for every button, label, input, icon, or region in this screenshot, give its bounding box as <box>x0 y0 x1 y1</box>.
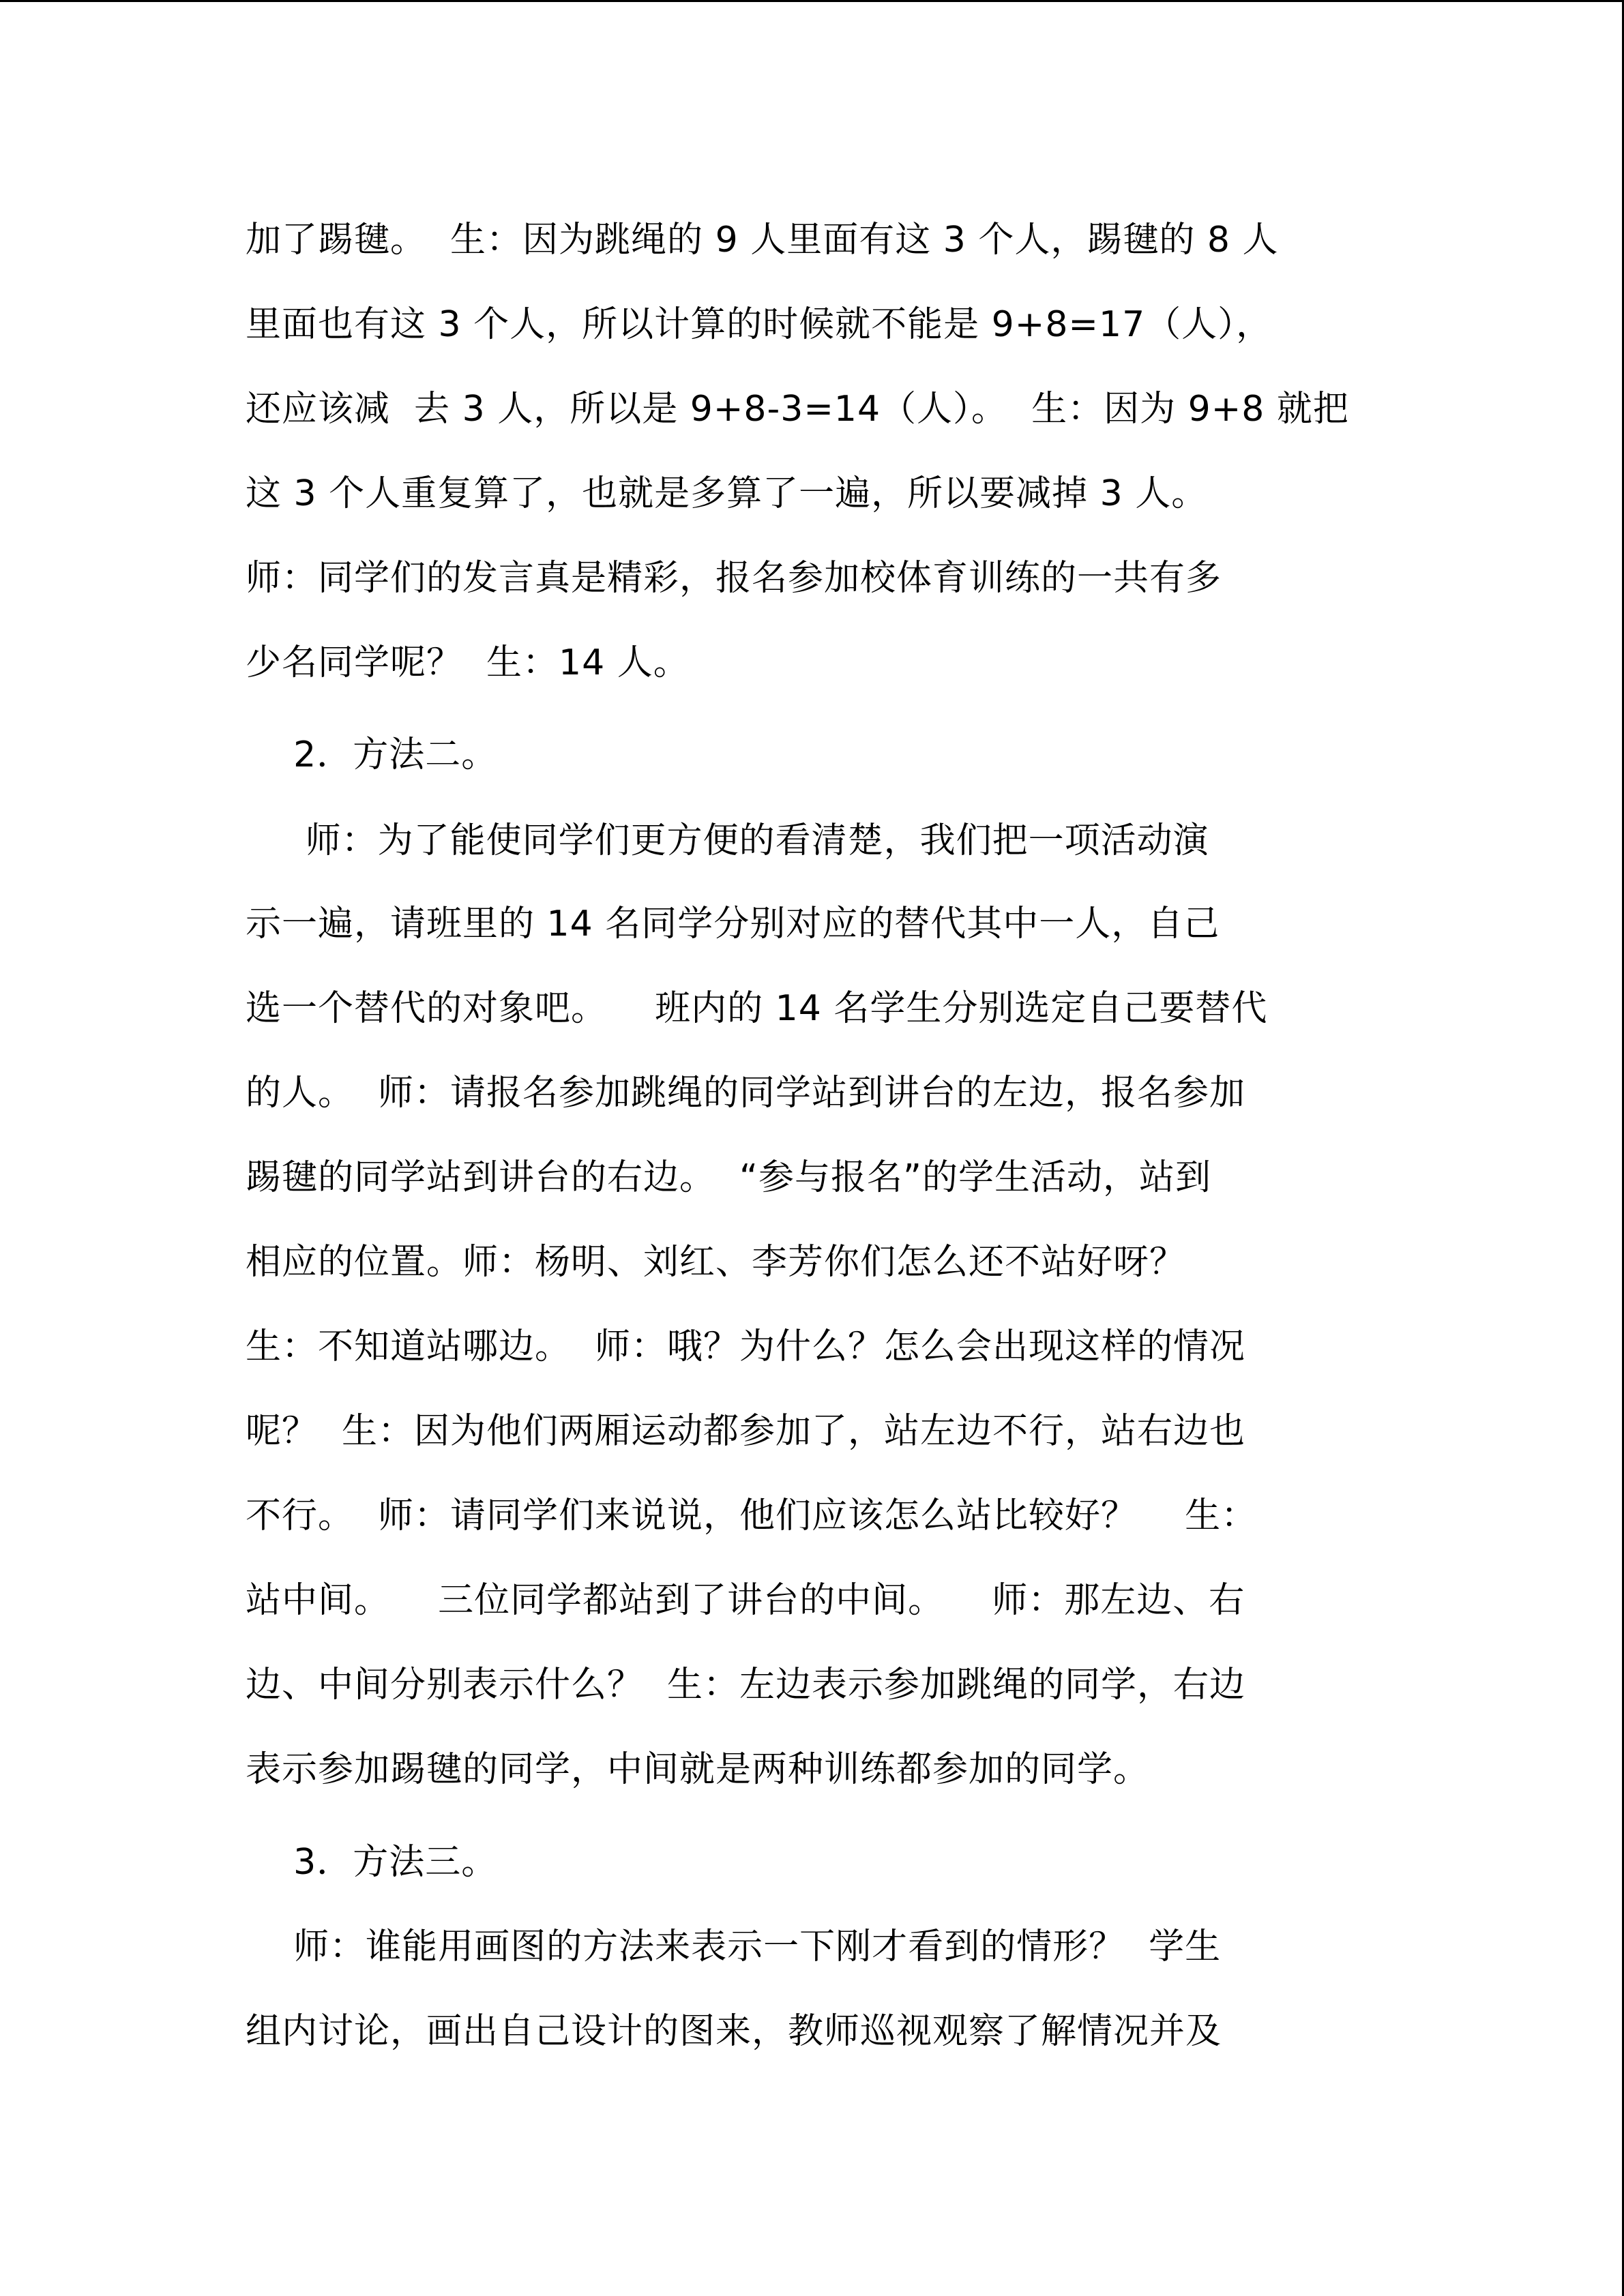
section-heading: 2．方法二。 <box>246 734 498 775</box>
text-line: 呢？ 生：因为他们两厢运动都参加了，站左边不行，站右边也 <box>246 1411 1246 1452</box>
section-heading: 3．方法三。 <box>246 1842 498 1883</box>
text-line: 的人。 师：请报名参加跳绳的同学站到讲台的左边，报名参加 <box>246 1073 1246 1114</box>
text-line: 少名同学呢？ 生：14 人。 <box>246 642 690 683</box>
text-line: 生：不知道站哪边。 师：哦？为什么？怎么会出现这样的情况 <box>246 1326 1246 1367</box>
text-line: 里面也有这 3 个人，所以计算的时候就不能是 9+8=17（人）， <box>246 304 1273 345</box>
text-line: 还应该减 去 3 人，所以是 9+8-3=14（人）。 生：因为 9+8 就把 <box>246 389 1349 430</box>
text-line: 师：谁能用画图的方法来表示一下刚才看到的情形？ 学生 <box>246 1926 1222 1967</box>
text-line: 不行。 师：请同学们来说说，他们应该怎么站比较好？ 生： <box>246 1495 1258 1536</box>
text-line: 边、中间分别表示什么？ 生：左边表示参加跳绳的同学，右边 <box>246 1665 1246 1705</box>
text-line: 组内讨论，画出自己设计的图来，教师巡视观察了解情况并及 <box>246 2011 1222 2052</box>
text-line: 相应的位置。师：杨明、刘红、李芳你们怎么还不站好呀？ <box>246 1242 1186 1283</box>
text-line: 选一个替代的对象吧。 班内的 14 名学生分别选定自己要替代 <box>246 988 1268 1029</box>
text-line: 加了踢毽。 生：因为跳绳的 9 人里面有这 3 个人，踢毽的 8 人 <box>246 220 1279 260</box>
text-line: 这 3 个人重复算了，也就是多算了一遍，所以要减掉 3 人。 <box>246 473 1208 514</box>
text-line: 师：为了能使同学们更方便的看清楚，我们把一项活动演 <box>246 820 1209 861</box>
text-line: 表示参加踢毽的同学，中间就是两种训练都参加的同学。 <box>246 1749 1150 1790</box>
text-line: 站中间。 三位同学都站到了讲台的中间。 师：那左边、右 <box>246 1580 1245 1621</box>
text-line: 示一遍，请班里的 14 名同学分别对应的替代其中一人，自己 <box>246 904 1220 944</box>
text-line: 师：同学们的发言真是精彩，报名参加校体育训练的一共有多 <box>246 558 1222 599</box>
text-line: 踢毽的同学站到讲台的右边。 “参与报名”的学生活动，站到 <box>246 1157 1211 1198</box>
